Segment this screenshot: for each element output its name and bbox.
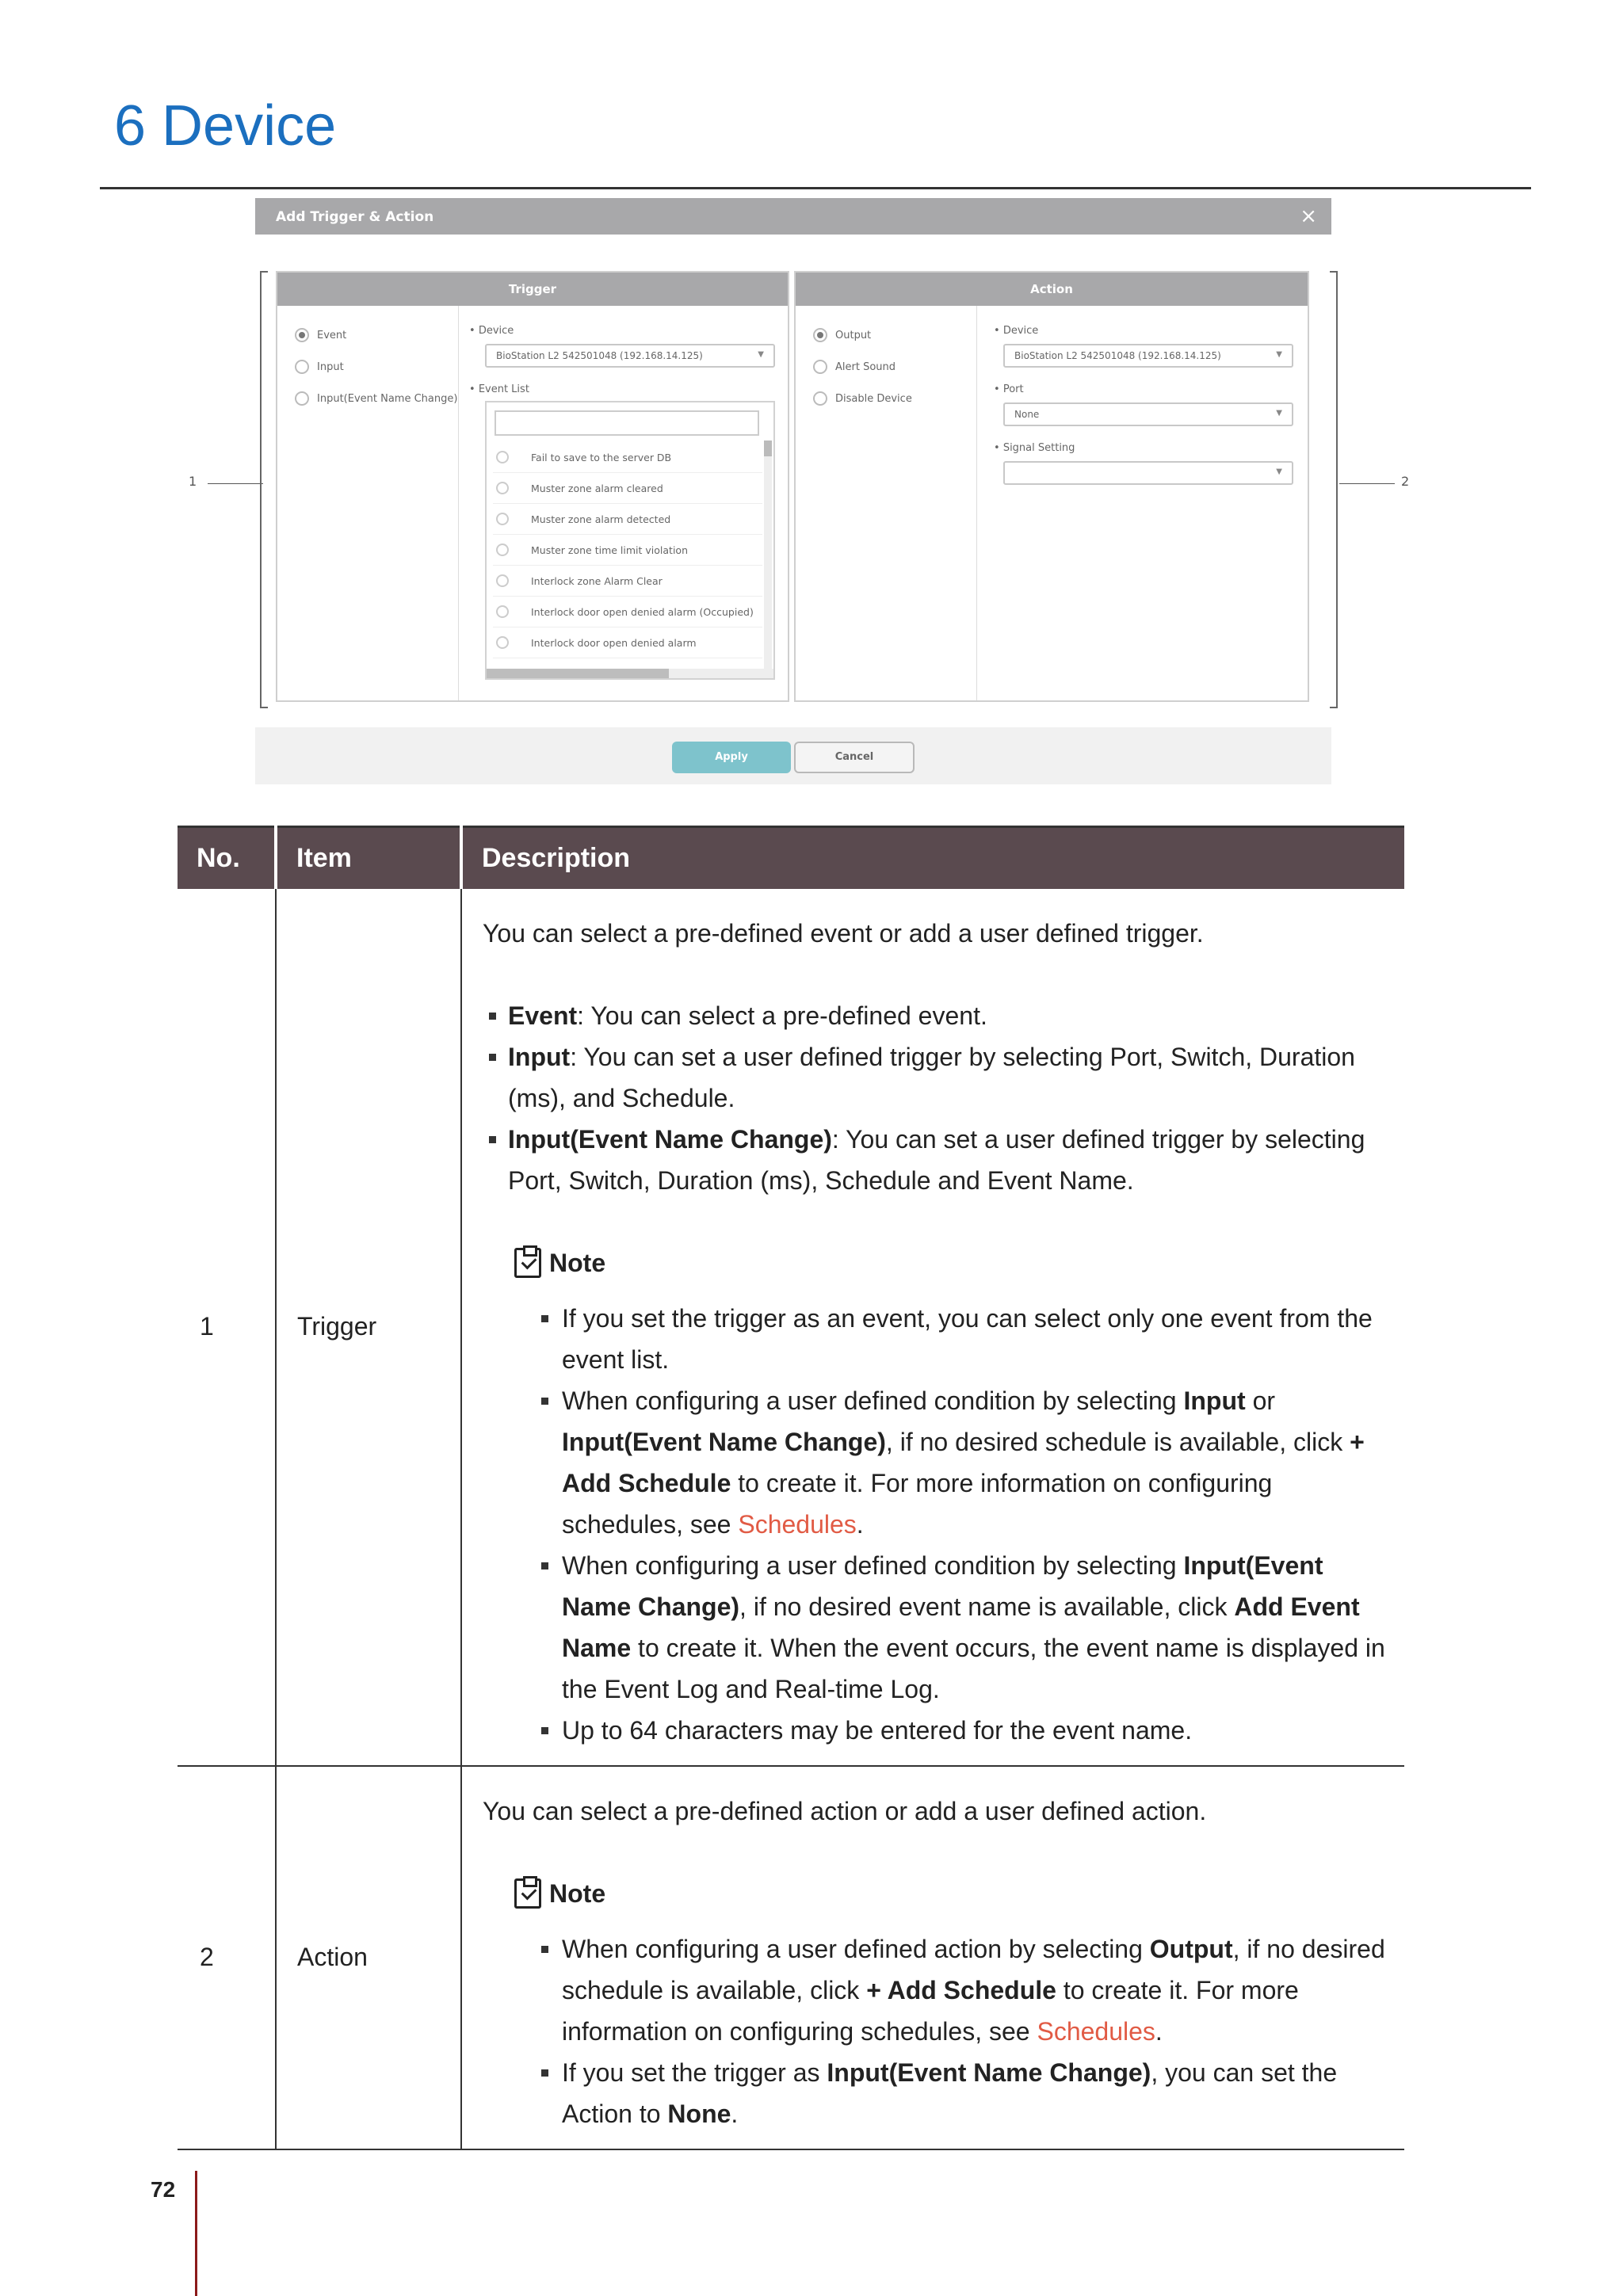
note-heading: Note	[514, 1242, 1385, 1283]
signal-setting-label: • Signal Setting	[994, 442, 1075, 454]
list-item: When configuring a user defined condition by selecting Input or Input(Event Name Change), if no desired schedule is available, click + Add Schedule to create it. For more information on configuring schedules, see Schedules.	[562, 1380, 1385, 1545]
row-description	[461, 889, 1404, 1766]
note-heading: Note	[514, 1873, 1385, 1914]
list-item[interactable]: Interlock door open denied alarm (Occupied)	[493, 597, 762, 627]
schedules-link[interactable]: Schedules	[738, 1509, 857, 1539]
table-row	[178, 889, 1404, 1766]
trigger-option-input[interactable]: Input	[295, 360, 344, 374]
signal-setting-select[interactable]	[1003, 461, 1293, 485]
trigger-device-select[interactable]: BioStation L2 542501048 (192.168.14.125) ▼	[485, 344, 775, 368]
radio-icon[interactable]	[496, 636, 509, 649]
row-number: 1	[178, 889, 276, 1766]
callout-1: 1	[189, 474, 197, 489]
list-item[interactable]: Muster zone alarm cleared	[493, 473, 762, 504]
page-accent-bar	[195, 2171, 197, 2296]
radio-icon[interactable]	[813, 391, 827, 406]
header-description: Description	[461, 827, 1404, 889]
radio-icon[interactable]	[496, 543, 509, 556]
panel-divider	[458, 306, 459, 700]
callout-2-line	[1339, 483, 1395, 484]
event-search-input[interactable]	[495, 410, 759, 436]
bullet-list	[487, 995, 1385, 1201]
event-list-label: • Event List	[469, 383, 529, 395]
chapter-title: 6 Device	[114, 94, 337, 158]
action-device-select[interactable]: BioStation L2 542501048 (192.168.14.125) ▼	[1003, 344, 1293, 368]
list-item: Input(Event Name Change): You can set a user defined trigger by selecting Port, Switch, Duration (ms), Schedule and Event Name.	[487, 1119, 1385, 1201]
row-description	[461, 1766, 1404, 2149]
list-item[interactable]: Interlock zone Alarm Clear	[493, 566, 762, 597]
schedules-link[interactable]: Schedules	[1037, 2016, 1155, 2046]
radio-icon[interactable]	[496, 482, 509, 494]
chevron-down-icon: ▼	[1276, 350, 1282, 359]
horizontal-scrollbar[interactable]	[487, 669, 773, 678]
radio-icon[interactable]	[496, 574, 509, 587]
description-intro: You can select a pre-defined event or add a user defined trigger.	[483, 918, 1204, 948]
vertical-scrollbar[interactable]	[764, 441, 772, 672]
close-icon[interactable]: ×	[1300, 204, 1317, 228]
action-option-disable-device[interactable]: Disable Device	[813, 391, 912, 406]
radio-icon[interactable]	[295, 360, 309, 374]
radio-icon[interactable]	[813, 360, 827, 374]
radio-icon[interactable]	[496, 605, 509, 618]
radio-icon[interactable]	[295, 328, 309, 342]
dialog-title: Add Trigger & Action	[255, 198, 1331, 235]
radio-icon[interactable]	[496, 513, 509, 525]
header-no: No.	[178, 827, 276, 889]
action-heading: Action	[796, 273, 1308, 306]
apply-button[interactable]: Apply	[672, 742, 791, 773]
radio-icon[interactable]	[813, 328, 827, 342]
chevron-down-icon: ▼	[1276, 409, 1282, 418]
event-list[interactable]	[485, 401, 775, 680]
list-item: Input: You can set a user defined trigger by selecting Port, Switch, Duration (ms), and Schedule.	[487, 1036, 1385, 1119]
list-item[interactable]: Muster zone alarm detected	[493, 504, 762, 535]
header-item: Item	[276, 827, 461, 889]
row-number: 2	[178, 1766, 276, 2149]
list-item: If you set the trigger as an event, you can select only one event from the event list.	[562, 1298, 1385, 1380]
device-label: • Device	[469, 325, 514, 337]
chevron-down-icon: ▼	[1276, 467, 1282, 476]
port-select[interactable]: None ▼	[1003, 402, 1293, 426]
cancel-button[interactable]: Cancel	[794, 742, 915, 773]
note-list	[562, 1298, 1385, 1751]
row-item: Action	[276, 1766, 461, 2149]
header-divider	[100, 187, 1531, 189]
radio-icon[interactable]	[295, 391, 309, 406]
add-trigger-action-dialog	[255, 198, 1331, 784]
list-item: Event: You can select a pre-defined event.	[487, 995, 1385, 1036]
trigger-panel	[276, 271, 789, 702]
row-item: Trigger	[276, 889, 461, 1766]
list-item: When configuring a user defined action by selecting Output, if no desired schedule is available, click + Add Schedule to create it. For more information on configuring schedules, see Schedules.	[562, 1928, 1385, 2052]
description-intro: You can select a pre-defined action or add a user defined action.	[483, 1796, 1207, 1825]
clipboard-check-icon	[514, 1248, 541, 1278]
note-list	[562, 1928, 1385, 2134]
page-number: 72	[151, 2177, 176, 2202]
list-item[interactable]: Fail to save to the server DB	[493, 442, 762, 473]
table-row	[178, 1766, 1404, 2149]
description-table	[178, 826, 1404, 2150]
panel-divider	[976, 306, 977, 700]
action-option-alert-sound[interactable]: Alert Sound	[813, 360, 896, 374]
radio-icon[interactable]	[496, 451, 509, 463]
table-header-row	[178, 827, 1404, 889]
trigger-heading: Trigger	[277, 273, 788, 306]
list-item: If you set the trigger as Input(Event Name Change), you can set the Action to None.	[562, 2052, 1385, 2134]
action-option-output[interactable]: Output	[813, 328, 871, 342]
trigger-option-event[interactable]: Event	[295, 328, 346, 342]
trigger-option-input-event-name[interactable]: Input(Event Name Change)	[295, 391, 457, 406]
list-item[interactable]: Interlock door open denied alarm	[493, 627, 762, 658]
list-item: When configuring a user defined condition by selecting Input(Event Name Change), if no desired event name is available, click Add Event Name to create it. When the event occurs, the event name is displayed in the Event Log and Real-time Log.	[562, 1545, 1385, 1710]
list-item: Up to 64 characters may be entered for the event name.	[562, 1710, 1385, 1751]
device-label: • Device	[994, 325, 1039, 337]
clipboard-check-icon	[514, 1878, 541, 1909]
callout-2: 2	[1401, 474, 1410, 489]
action-panel	[794, 271, 1309, 702]
dialog-footer	[255, 727, 1331, 784]
list-item[interactable]: Muster zone time limit violation	[493, 535, 762, 566]
chevron-down-icon: ▼	[758, 350, 764, 359]
port-label: • Port	[994, 383, 1024, 395]
